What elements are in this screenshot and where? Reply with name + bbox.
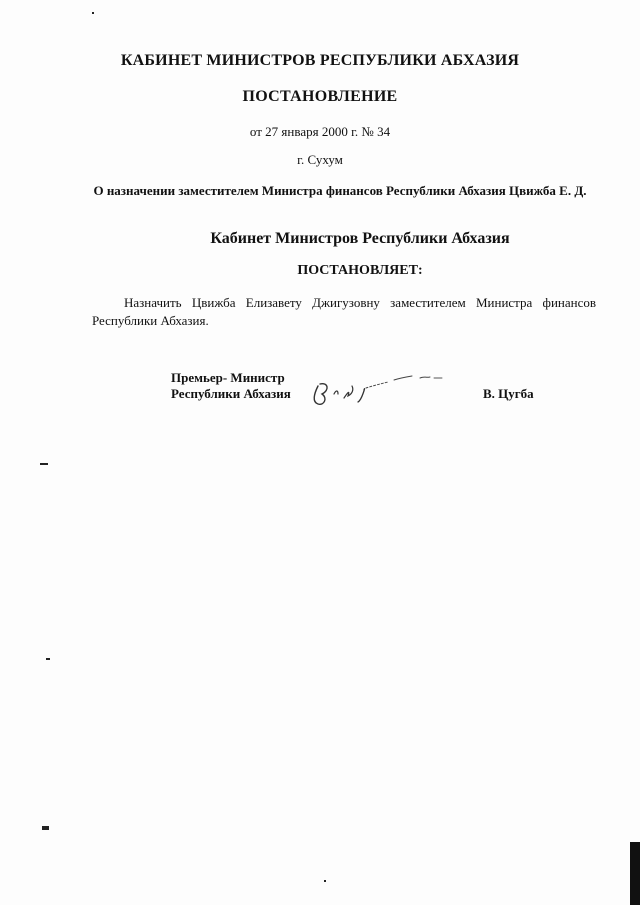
- handwritten-signature: [308, 364, 448, 408]
- document-type: ПОСТАНОВЛЕНИЕ: [242, 88, 398, 105]
- date-and-number: от 27 января 2000 г. № 34: [249, 124, 391, 139]
- preamble-resolves: ПОСТАНОВЛЯЕТ:: [297, 263, 423, 278]
- signatory-title: [171, 370, 291, 402]
- scan-speck: [92, 12, 94, 14]
- scan-edge-shadow: [630, 842, 640, 905]
- signatory-title-line1: Премьер- Министр: [171, 370, 285, 385]
- place-of-issue: г. Сухум: [297, 152, 343, 167]
- scan-speck: [46, 658, 50, 660]
- signatory-title-line2: Республики Абхазия: [171, 386, 291, 401]
- scan-speck: [324, 880, 326, 882]
- preamble-issuer: Кабинет Министров Республики Абхазия: [210, 230, 510, 247]
- signatory-name: В. Цугба: [483, 386, 534, 401]
- issuing-authority: КАБИНЕТ МИНИСТРОВ РЕСПУБЛИКИ АБХАЗИЯ: [120, 52, 520, 69]
- resolution-paragraph: Назначить Цвижба Елизавету Джигузовну заместителем Министра финансов Республики Абхазия.: [92, 295, 596, 328]
- scan-speck: [40, 463, 48, 465]
- scan-speck: [42, 826, 49, 830]
- document-subject: О назначении заместителем Министра финансов Республики Абхазия Цвижба Е. Д.: [93, 183, 587, 198]
